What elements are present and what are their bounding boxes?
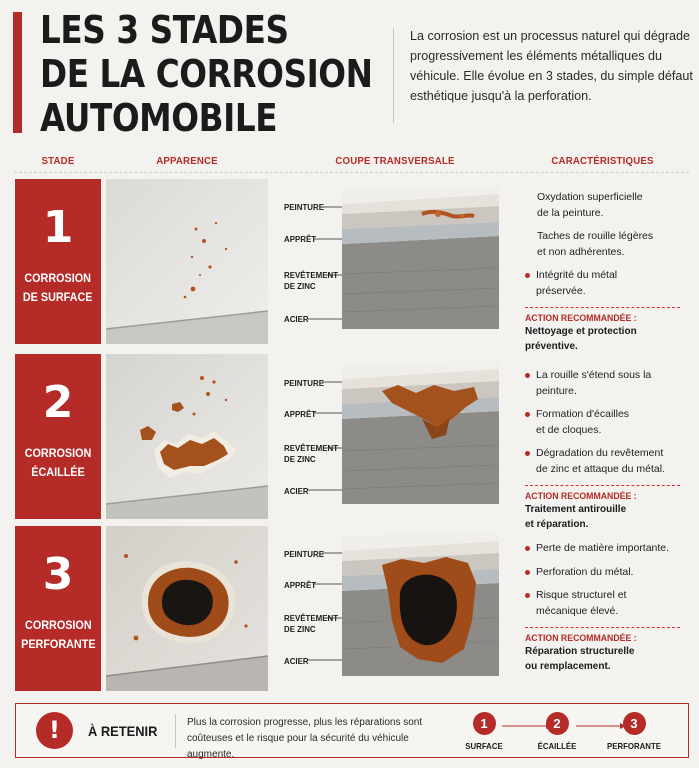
stage-3-name-line-2: PERFORANTE	[20, 637, 96, 651]
stage-1-label-appret: APPRÊT	[284, 234, 317, 244]
stage-3-char-1: Perte de matière importante.	[525, 541, 695, 557]
stage-1-cross-section	[342, 184, 499, 344]
title-accent-bar	[13, 12, 22, 133]
stage-3-photo	[106, 526, 268, 691]
stage-3-label-acier: ACIER	[284, 656, 309, 666]
stage-1-char-1: Oxydation superficielle de la peinture.	[537, 191, 643, 219]
stage-1-action-label: ACTION RECOMMANDÉE :	[525, 313, 637, 324]
progression-step-2	[522, 712, 592, 751]
stage-2-label-peinture: PEINTURE	[284, 378, 324, 388]
stage-2-name-line-2: ÉCAILLÉE	[31, 465, 85, 479]
page-title-line-2: DE LA CORROSION	[40, 52, 373, 96]
stage-2-cross-section	[342, 359, 499, 519]
progression-step-2-number: 2	[546, 712, 569, 735]
stage-2-action-text: Traitement antirouille et réparation.	[525, 504, 627, 530]
page-title	[40, 8, 373, 140]
stage-2-box	[15, 354, 101, 519]
stage-3-char-3: Risque structurel et mécanique élevé.	[525, 588, 695, 619]
progression-step-3-number: 3	[623, 712, 646, 735]
stage-2-char-2: Formation d'écailles et de cloques.	[525, 407, 695, 438]
column-header-coupe: COUPE TRANSVERSALE	[335, 155, 455, 167]
stage-3-characteristics	[525, 541, 695, 674]
stage-3-name	[21, 616, 95, 654]
stage-1-label-peinture: PEINTURE	[284, 202, 324, 212]
progression-step-3-label: PERFORANTE	[607, 741, 661, 751]
stage-3-name-line-1: CORROSION	[24, 618, 92, 632]
stage-1-name-line-1: CORROSION	[24, 271, 92, 285]
stage-2-label-appret: APPRÊT	[284, 409, 317, 419]
page-title-line-1: LES 3 STADES	[40, 8, 289, 52]
stage-3-label-revetement: REVÊTEMENT DE ZINC	[284, 613, 339, 634]
stage-2-name-line-1: CORROSION	[24, 446, 92, 460]
stage-3-number: 3	[42, 549, 74, 600]
retenir-title: À RETENIR	[88, 723, 158, 739]
retenir-text: Plus la corrosion progresse, plus les réparations sont coûteuses et le risque pour la sécurité du véhicule augmente.	[187, 717, 423, 760]
progression-step-1-label: SURFACE	[465, 741, 503, 751]
stage-1-char-2: Taches de rouille légères et non adhérentes.	[537, 230, 654, 258]
stage-2-label-acier: ACIER	[284, 486, 309, 496]
stage-2-label-revetement: REVÊTEMENT DE ZINC	[284, 443, 339, 464]
stage-1-name	[23, 269, 93, 307]
stage-3-action-label: ACTION RECOMMANDÉE :	[525, 633, 637, 644]
stage-1-char-3: Intégrité du métal préservée.	[525, 268, 695, 299]
stage-3-label-peinture: PEINTURE	[284, 549, 324, 559]
column-header-apparence: APPARENCE	[156, 155, 218, 167]
progression-step-2-label: ÉCAILLÉE	[537, 741, 577, 751]
stage-3-box	[15, 526, 101, 691]
retenir-divider	[175, 714, 176, 748]
exclamation-icon: !	[36, 712, 73, 749]
stage-2-number: 2	[42, 377, 74, 428]
stage-1-characteristics	[525, 190, 695, 354]
stage-1-photo	[106, 179, 268, 344]
stage-2-action-rule	[525, 485, 680, 486]
stage-1-action-text: Nettoyage et protection préventive.	[525, 326, 637, 352]
stage-3-cross-section	[342, 531, 499, 691]
header-rule	[14, 172, 689, 173]
stage-2-action-label: ACTION RECOMMANDÉE :	[525, 491, 637, 502]
stage-1-label-acier: ACIER	[284, 314, 309, 324]
intro-text: La corrosion est un processus naturel qui dégrade progressivement les éléments métalliques du véhicule. Elle évolue en 3 stades, du simple défaut esthétique jusqu'à la perforation.	[410, 29, 693, 103]
stage-2-char-1: La rouille s'étend sous la peinture.	[525, 368, 695, 399]
progression-step-1	[449, 712, 519, 751]
header-divider	[393, 28, 394, 123]
stage-2-photo	[106, 354, 268, 519]
stage-3-action-rule	[525, 627, 680, 628]
stage-3-char-2: Perforation du métal.	[525, 565, 695, 581]
stage-3-action-text: Réparation structurelle ou remplacement.	[525, 646, 635, 672]
stage-3-label-appret: APPRÊT	[284, 580, 317, 590]
column-header-stade: STADE	[41, 155, 75, 167]
retenir-panel	[15, 703, 689, 758]
progression-step-1-number: 1	[473, 712, 496, 735]
stage-1-number: 1	[42, 202, 74, 253]
stage-2-characteristics	[525, 368, 695, 532]
stage-2-name	[25, 444, 92, 482]
column-header-caracteristiques: CARACTÉRISTIQUES	[551, 155, 654, 167]
stage-1-label-revetement: REVÊTEMENT DE ZINC	[284, 270, 339, 291]
progression-step-3	[599, 712, 669, 751]
stage-1-box	[15, 179, 101, 344]
stage-1-name-line-2: DE SURFACE	[23, 290, 93, 304]
stage-2-char-3: Dégradation du revêtement de zinc et attaque du métal.	[525, 446, 695, 477]
stage-1-action-rule	[525, 307, 680, 308]
page-title-line-3: AUTOMOBILE	[40, 96, 278, 140]
